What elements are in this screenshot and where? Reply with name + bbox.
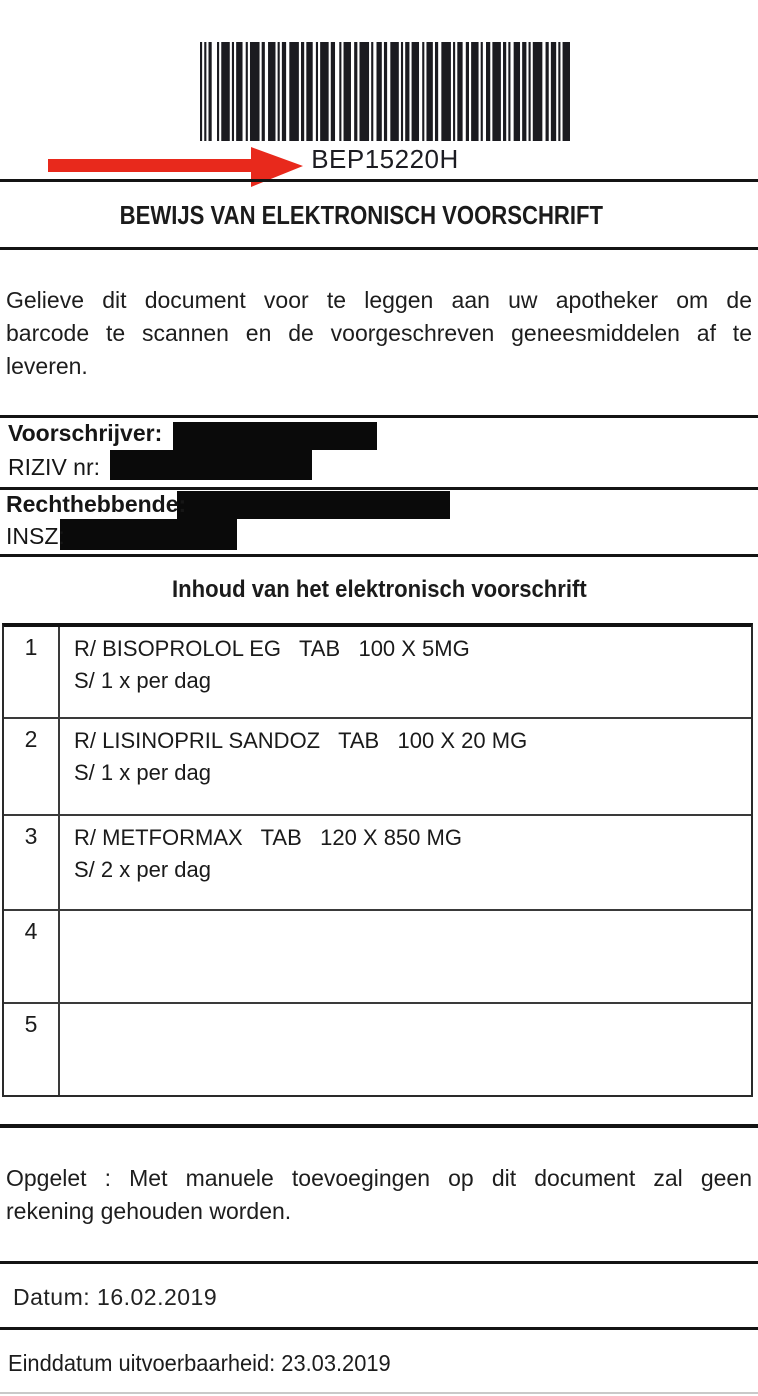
insz-label: INSZ: [6,523,65,549]
prescription-table [2,623,753,1097]
warning-line: rekening gehouden worden. [6,1198,292,1224]
divider-rule [0,179,758,182]
intro-line: barcode te scannen en de voorgeschreven geneesmiddelen af te [6,320,752,346]
intro-line: leveren. [6,353,88,379]
row-content-cell [60,719,751,814]
date-label: Datum: [13,1284,91,1310]
barcode-value: BEP15220H [311,144,459,174]
redacted-patient-name [177,491,450,519]
dosage-line: S/ 1 x per dag [74,760,211,785]
barcode [200,42,570,141]
page-title: BEWIJS VAN ELEKTRONISCH VOORSCHRIFT [119,200,603,230]
table-title: Inhoud van het elektronisch voorschrift [171,576,587,603]
patient-section [0,490,758,554]
redacted-insz-number [60,519,237,550]
divider-rule [0,554,758,557]
date-line [13,1284,217,1311]
table-row [4,719,751,816]
row-number-cell: 4 [4,911,60,1002]
table-row [4,627,751,719]
prescriber-label: Voorschrijver: [8,420,163,446]
row-number-cell: 3 [4,816,60,909]
divider-rule [0,1261,758,1264]
divider-rule [0,1124,758,1128]
row-content-cell [60,627,751,717]
row-content-cell [60,1004,751,1095]
row-number-cell: 5 [4,1004,60,1095]
warning-paragraph [6,1162,752,1228]
row-number-cell: 2 [4,719,60,814]
dosage-line: S/ 2 x per dag [74,857,211,882]
patient-label: Rechthebbende: [6,491,187,517]
drug-line: R/ BISOPROLOL EG TAB 100 X 5MG [74,636,470,661]
table-row [4,1004,751,1095]
row-number-cell: 1 [4,627,60,717]
prescriber-section [0,418,758,487]
redacted-prescriber-name [173,422,377,450]
drug-line: R/ METFORMAX TAB 120 X 850 MG [74,825,462,850]
end-date-label: Einddatum uitvoerbaarheid: [8,1350,276,1376]
intro-line: Gelieve dit document voor te leggen aan uw apotheker om de [6,287,752,313]
table-row [4,816,751,911]
riziv-label: RIZIV nr: [8,454,101,480]
scan-edge-line [0,1392,758,1394]
dosage-line: S/ 1 x per dag [74,668,211,693]
end-date-line [8,1350,391,1377]
row-content-cell [60,911,751,1002]
divider-rule [0,1327,758,1330]
end-date-value: 23.03.2019 [281,1350,391,1376]
row-content-cell [60,816,751,909]
intro-paragraph [6,284,752,383]
warning-line: Opgelet : Met manuele toevoegingen op dit document zal geen [6,1165,752,1191]
drug-line: R/ LISINOPRIL SANDOZ TAB 100 X 20 MG [74,728,528,753]
divider-rule [0,247,758,250]
date-value: 16.02.2019 [97,1284,218,1310]
table-row [4,911,751,1004]
redacted-riziv-number [110,450,312,480]
